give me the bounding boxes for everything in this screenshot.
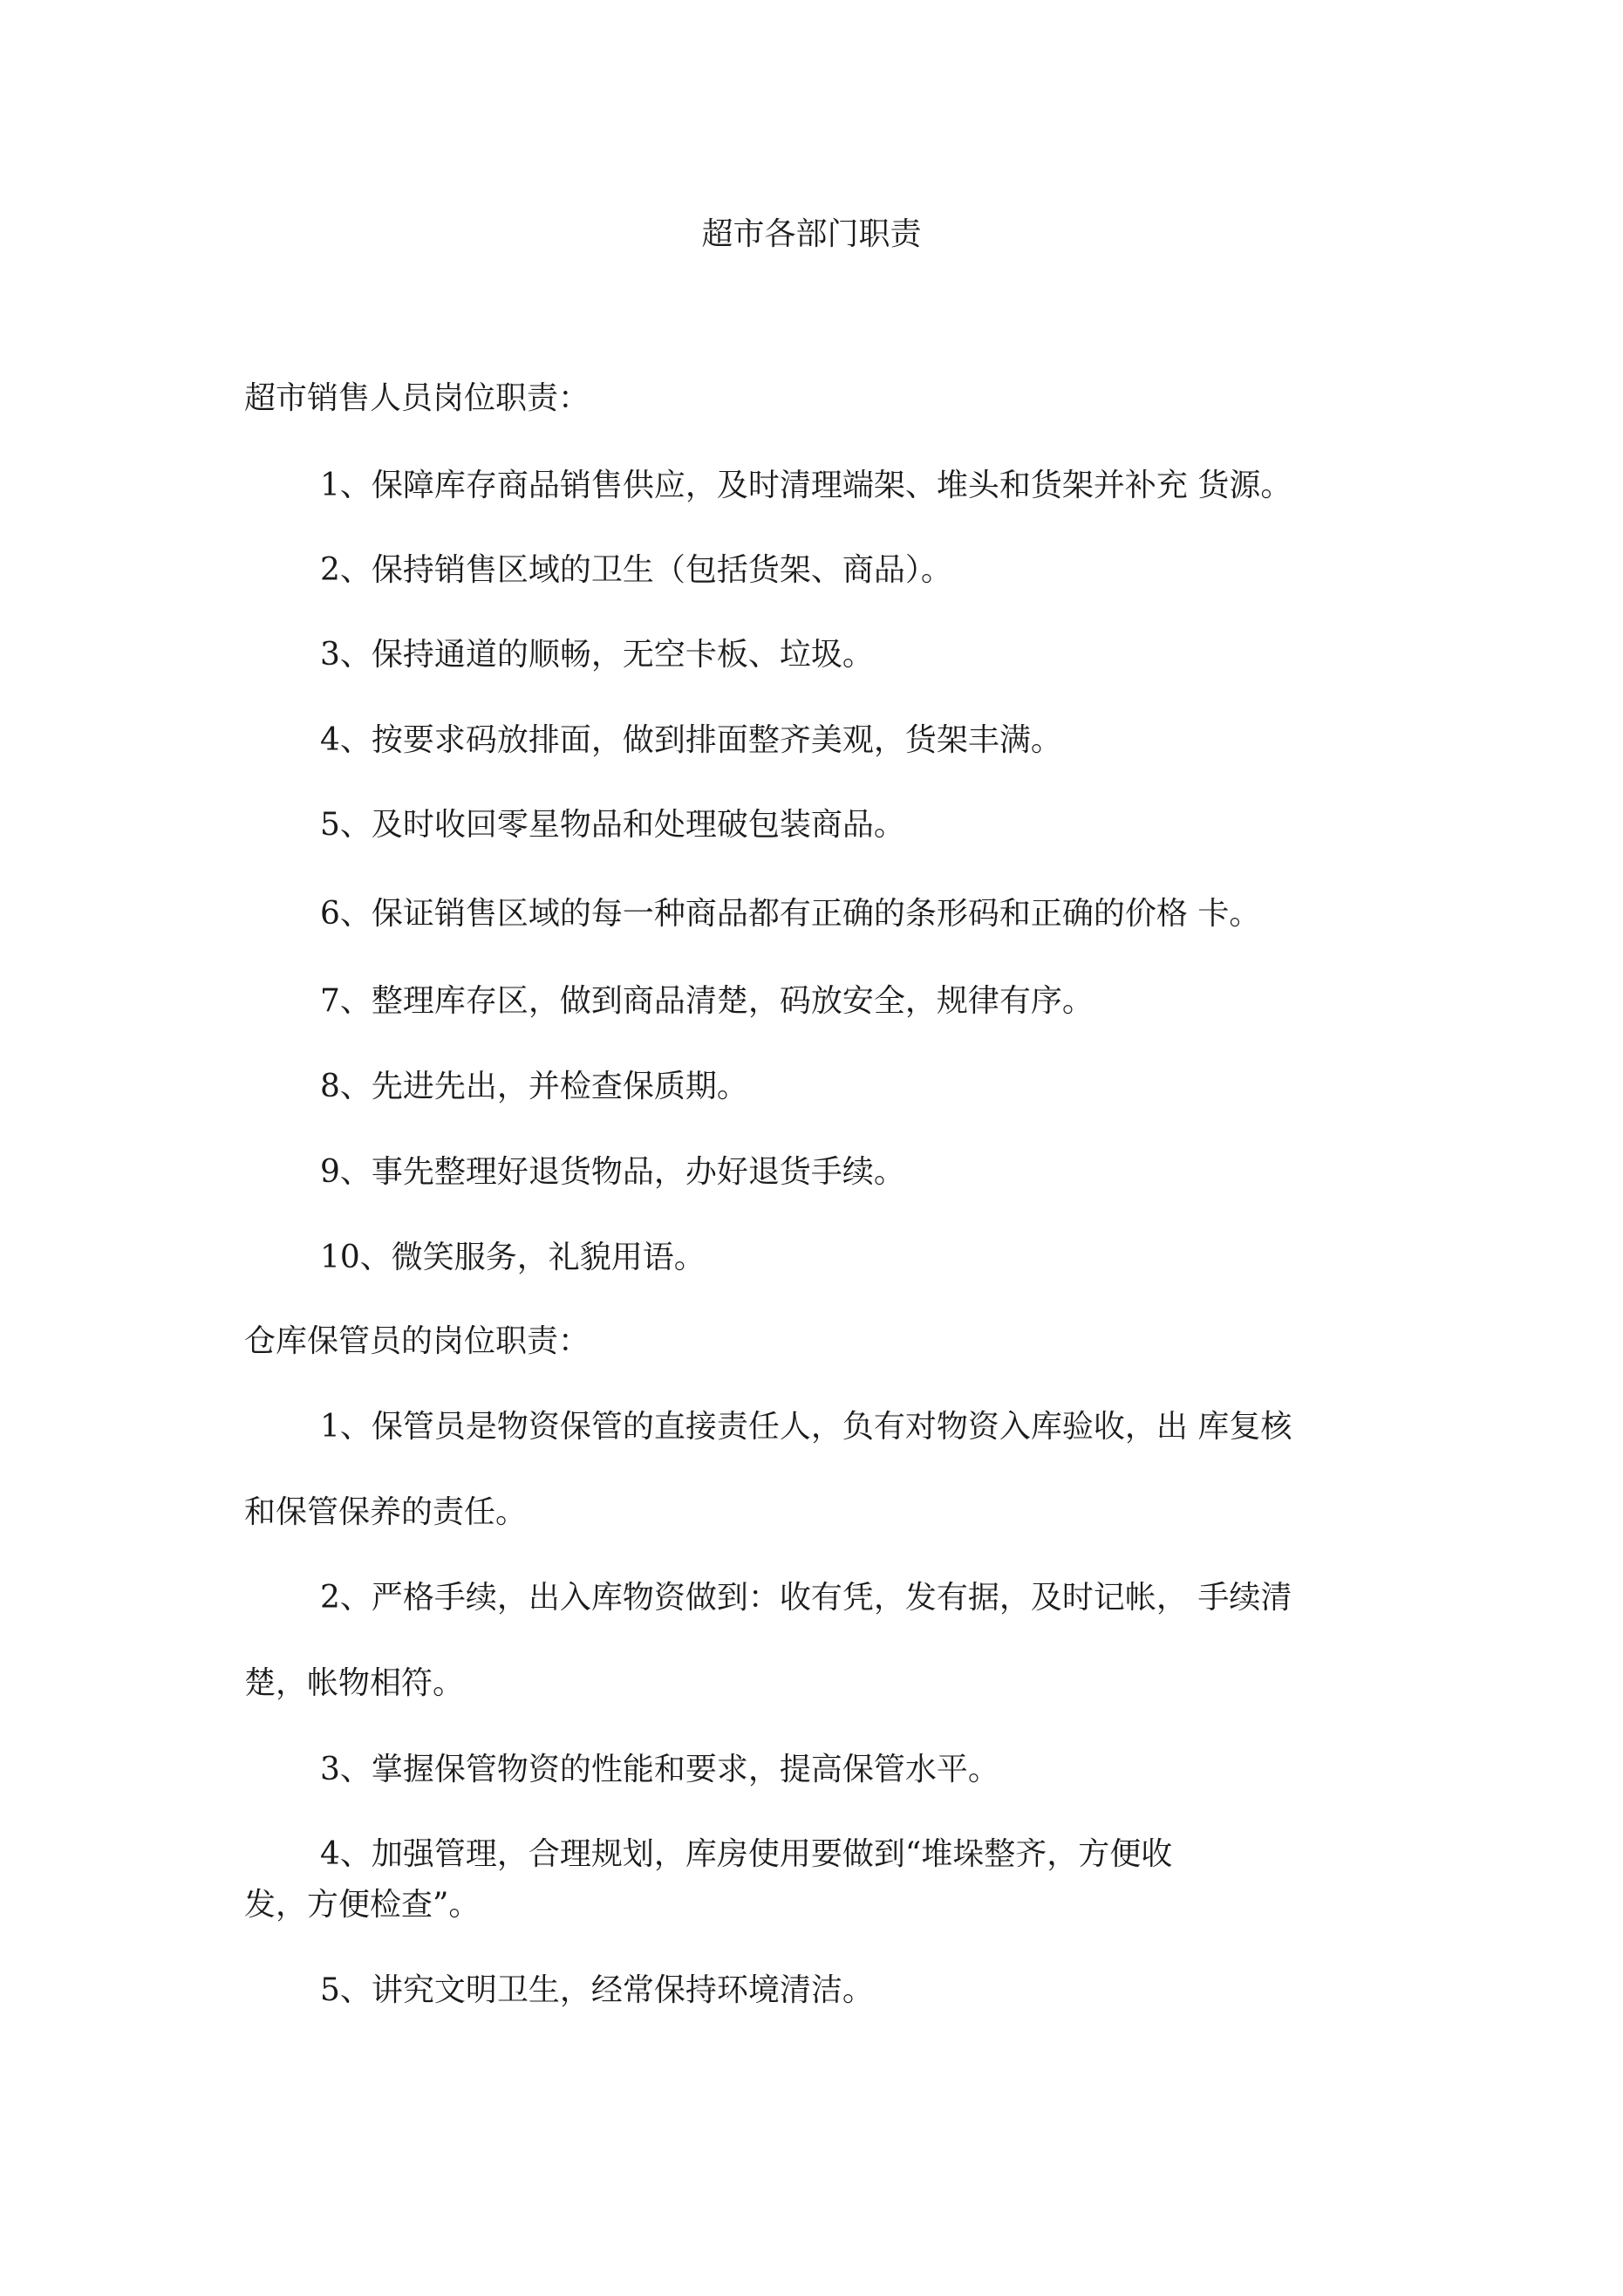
list-item: 1、保障库存商品销售供应，及时清理端架、堆头和货架并补充 货源。 [320, 468, 1292, 503]
list-item: 5、及时收回零星物品和处理破包装商品。 [320, 807, 905, 843]
list-item: 4、按要求码放排面，做到排面整齐美观，货架丰满。 [320, 722, 1062, 758]
list-item: 1、保管员是物资保管的直接责任人，负有对物资入库验收，出 库复核 [320, 1409, 1292, 1445]
list-item-continuation: 发，方便检查”。 [244, 1887, 481, 1923]
list-item-continuation: 楚，帐物相符。 [244, 1665, 465, 1701]
list-item: 2、保持销售区域的卫生（包括货架、商品）。 [320, 552, 952, 588]
list-item: 7、整理库存区，做到商品清楚，码放安全，规律有序。 [320, 983, 1094, 1019]
list-item: 3、保持通道的顺畅，无空卡板、垃圾。 [320, 637, 874, 673]
list-item: 6、保证销售区域的每一种商品都有正确的条形码和正确的价格 卡。 [320, 896, 1261, 932]
list-item: 8、先进先出，并检查保质期。 [320, 1069, 748, 1104]
list-item: 9、事先整理好退货物品，办好退货手续。 [320, 1154, 905, 1190]
list-item: 5、讲究文明卫生，经常保持环境清洁。 [320, 1972, 874, 2008]
section-heading-warehouse: 仓库保管员的岗位职责： [244, 1323, 590, 1359]
list-item: 2、严格手续，出入库物资做到：收有凭，发有据，及时记帐， 手续清 [320, 1580, 1292, 1616]
document-title: 超市各部门职责 [701, 216, 922, 252]
list-item: 3、掌握保管物资的性能和要求，提高保管水平。 [320, 1752, 999, 1787]
list-item: 4、加强管理，合理规划，库房使用要做到“堆垛整齐，方便收 [320, 1836, 1173, 1872]
section-heading-sales: 超市销售人员岗位职责： [244, 380, 590, 416]
list-item-continuation: 和保管保养的责任。 [244, 1494, 528, 1530]
list-item: 10、微笑服务，礼貌用语。 [320, 1240, 706, 1275]
